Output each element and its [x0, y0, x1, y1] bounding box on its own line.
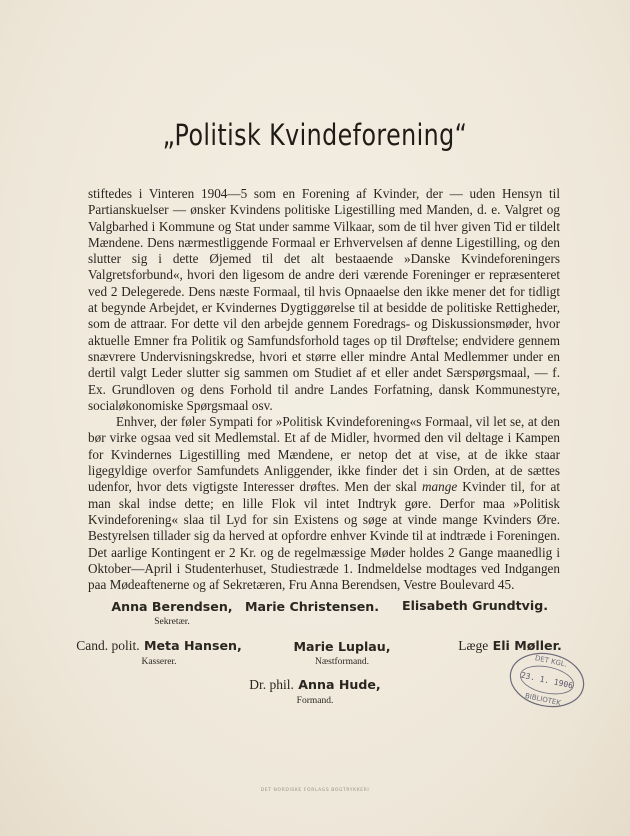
page-title: „Politisk Kvindeforening“ [162, 118, 468, 152]
signatory-prefix: Cand. polit. [76, 638, 140, 653]
signature-marie-luplau [262, 639, 422, 667]
signature-marie-christensen [232, 599, 392, 614]
stamp-bottom-text: BIBLIOTEK [524, 691, 562, 708]
signatory-name: Anna Hude, [298, 677, 381, 692]
signatory-name: Meta Hansen, [143, 638, 242, 653]
body-text [88, 186, 560, 593]
signature-anna-hude [220, 677, 410, 706]
stamp-date: 23. 1. 1906 [520, 670, 574, 691]
paragraph-2-emphasis: mange [422, 479, 458, 495]
signatory-name: Marie Luplau, [293, 639, 391, 654]
signatory-prefix: Dr. phil. [249, 677, 294, 692]
stamp-top-text: DET KGL. [534, 654, 568, 669]
signatory-name: Anna Berendsen, [111, 599, 233, 614]
signatory-role: Formand. [296, 696, 334, 706]
signatory-name: Eli Møller. [492, 638, 562, 653]
signatory-role: Næstformand. [314, 657, 370, 667]
paragraph-2-part-1: Enhver, der føler Sympati for »Politisk Kvindeforening«s Formaal, vil let se, at den bør virke ogsaa ved sit Medlemstal. Et af de Midler, hvormed den vil deltage i Kampen for Kvindernes Ligestilling med Mændene, er netop det at vise, at de ikke staar ligegyldige overfor Samfundets Anliggender, ikke finder det i sin Orden, at de sættes udenfor, hvor dets vigtigste Interesser drøftes. Men der skal [88, 414, 560, 495]
signatory-name: Marie Christensen. [244, 599, 380, 614]
signatory-name: Elisabeth Grundtvig. [402, 598, 548, 613]
signatory-role: Sekretær. [154, 617, 190, 627]
signature-meta-hansen [64, 638, 254, 667]
signature-eli-moller [440, 638, 580, 654]
printer-line: DET NORDISKE FORLAGS BOGTRYKKERI [260, 788, 370, 793]
signatory-role: Kasserer. [141, 657, 177, 667]
signature-anna-berendsen [92, 599, 252, 627]
paragraph-2-part-2: Kvinder til, for at man skal indse dette; en lille Flok vil intet Indtryk gøre. Derfor maa »Politisk Kvindeforening« slaa til Lyd for sin Existens og søge at vinde mange Kvinders Øre. Bestyrelsen tillader sig da herved at opfordre enhver Kvinde til at indtræde i Foreningen. Det aarlige Kontingent er 2 Kr. og de regelmæssige Møder holdes 2 Gange maanedlig i Oktober—April i Studenterhuset, Studiestræde 1. Indmeldelse modtages ved Indgangen paa Mødeaftenerne og af Sekretæren, Fru Anna Berendsen, Vestre Boulevard 45. [88, 479, 561, 593]
paragraph-1: stiftedes i Vinteren 1904—5 som en Forening af Kvinder, der — uden Hensyn til Partianskuelser — ønsker Kvindens politiske Ligestilling med Manden, d. e. Valgret og Valgbarhed i Kommune og Stat under samme Vilkaar, som de til hver given Tid er tildelt Mændene. Dens nærmestliggende Formaal er Erhvervelsen af denne Ligestilling, og den slutter sig i dette Øjemed til det alt bestaaende »Danske Kvindeforeningers Valgretsforbund«, hvori den ligesom de andre deri værende Foreninger er repræsenteret ved 2 Delegerede. Dens næste Formaal, til hvis Opnaaelse den ikke mener det for tidligt at begynde Arbejdet, er Kvindernes Dygtiggørelse til at besidde de politiske Rettigheder, som de attraar. For dette vil den arbejde gennem Foredrags- og Diskussionsmøder, hvor aktuelle Emner fra Politik og Samfundsforhold tages op til Drøftelse; endvidere gennem snævrere Undervisningskredse, hvori et større eller mindre Antal Medlemmer under en dertil valgt Leder slutter sig sammen om Studiet af et eller andet Særspørgsmaal, — f. Ex. Grundloven og dens Forhold til andre Landes Forfatning, dansk Kommunestyre, socialøkonomiske Spørgsmaal osv. [88, 186, 560, 413]
signature-elisabeth-grundtvig [390, 598, 560, 613]
paragraph-2 [88, 414, 560, 593]
signatory-prefix: Læge [458, 638, 489, 653]
